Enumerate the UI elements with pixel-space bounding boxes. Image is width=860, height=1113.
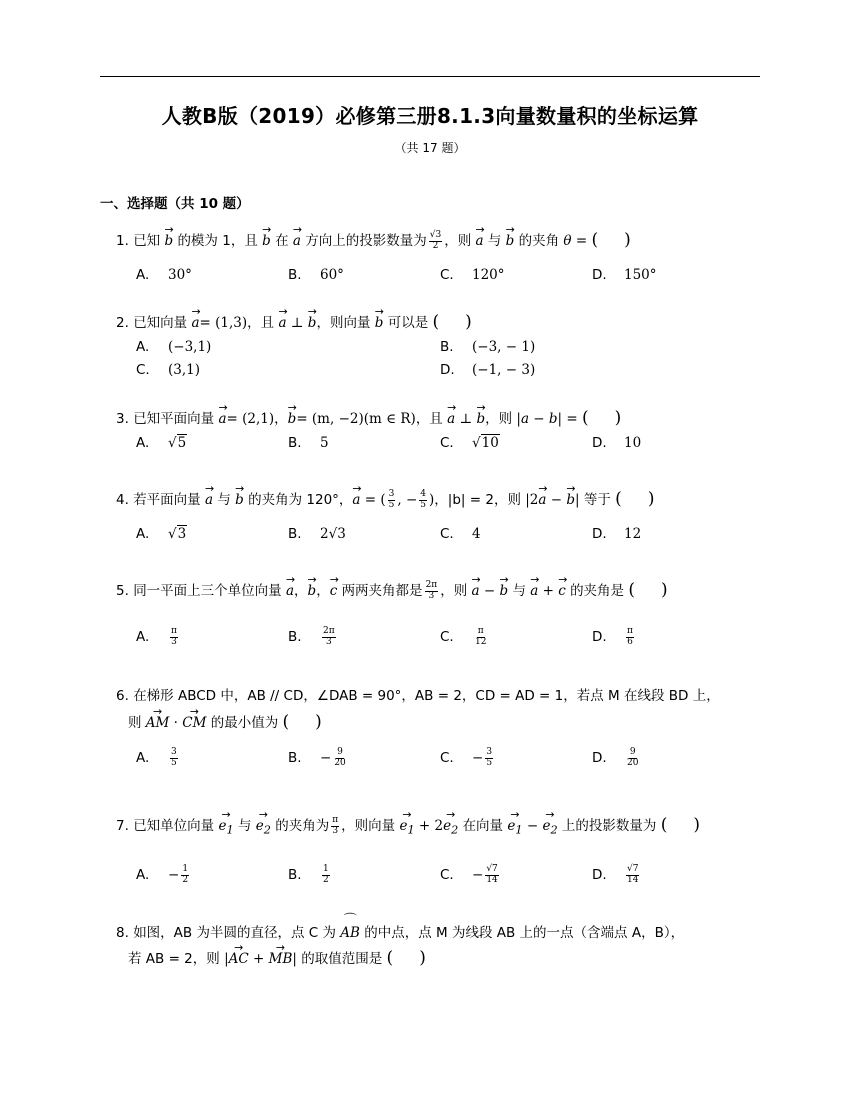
option-a: A. √3 — [136, 526, 187, 542]
option-c: C. 4 — [440, 526, 481, 542]
question-number: 8. — [116, 925, 129, 941]
answer-blank: ( ) — [615, 489, 655, 509]
option-d: D. 10 — [592, 435, 642, 451]
option-d: D. $\frac{√7}{14}$ — [592, 864, 639, 885]
option-c: C. − $\frac{3}{5}$ — [440, 747, 493, 768]
option-b: B. $\frac{1}{2}$ — [288, 864, 329, 885]
fraction: $\frac{√3}{2}$ — [429, 230, 442, 251]
option-d: D. 150° — [592, 267, 657, 283]
question-number: 7. — [116, 818, 129, 834]
option-c: C. 120° — [440, 267, 505, 283]
option-b: B. 2√3 — [288, 526, 346, 542]
answer-blank: ( ) — [591, 230, 631, 250]
option-a: A. − $\frac{1}{2}$ — [136, 864, 189, 885]
section-heading: 一、选择题（共 10 题） — [100, 196, 250, 212]
answer-blank: ( ) — [282, 712, 322, 732]
answer-blank: ( ) — [660, 815, 700, 835]
option-a: A. (−3,1) — [136, 339, 212, 355]
question-number: 4. — [116, 492, 129, 508]
option-c: C. $\frac{\pi}{12}$ — [440, 626, 487, 647]
option-c: C. √10 — [440, 435, 499, 451]
page-title: 人教B版（2019）必修第三册8.1.3向量数量积的坐标运算 — [161, 104, 699, 128]
option-d: D. (−1, − 3) — [440, 362, 536, 378]
option-c: C. − $\frac{√7}{14}$ — [440, 864, 498, 885]
question-number: 6. — [116, 688, 129, 704]
option-d: D. 12 — [592, 526, 642, 542]
answer-blank: ( ) — [628, 580, 668, 600]
option-b: B. 5 — [288, 435, 329, 451]
header-rule — [100, 76, 760, 77]
option-b: B. 60° — [288, 267, 344, 283]
question-number: 3. — [116, 411, 129, 427]
option-a: A. √5 — [136, 435, 187, 451]
answer-blank: ( ) — [386, 948, 426, 968]
question-number: 1. — [116, 233, 129, 249]
option-a: A. 30° — [136, 267, 192, 283]
question-number: 5. — [116, 583, 129, 599]
option-b: B. − $\frac{9}{20}$ — [288, 747, 346, 768]
option-a: A. $\frac{3}{5}$ — [136, 747, 177, 768]
option-c: C. (3,1) — [136, 362, 201, 378]
question-number: 2. — [116, 315, 129, 331]
option-d: D. $\frac{\pi}{6}$ — [592, 626, 633, 647]
page-subtitle: （共 17 题） — [394, 141, 466, 155]
option-b: B. $\frac{2\pi}{3}$ — [288, 626, 335, 647]
option-a: A. $\frac{\pi}{3}$ — [136, 626, 177, 647]
option-d: D. $\frac{9}{20}$ — [592, 747, 639, 768]
document-page: 人教B版（2019）必修第三册8.1.3向量数量积的坐标运算 （共 17 题） 一、选择题（共 10 题） 1. 已知 → b 的模为 1，且 → b 在 → a 方向上的投影数量为 $\frac{√3}{2}$ ，则 → a 与 → b 的夹角 θ = ( ) A. 30° B. 60° C. 120° D. 150° 2. 已知向量 → a= (1,3)，且 → a ⊥ → b，则向量 → b 可以是 ( ) A. (−3,1) B. (−3, − 1) C. (3,1) D. (−1, − 3) 3. 已知平面向量 → a= (2,1)，→ b= (m, −2)(m ∈ R)，且 → a ⊥ → b，则 |a − b| = ( ) A. √5 B. 5 C. √10 D. 10 4. 若平面向量 → a 与 → b 的夹角为 120°，→ a = ( $\frac{3}{5}$ , − $\frac{4}{5}$ )，|b| = 2，则 |2→ a − → b| 等于 ( ) A. √3 B. 2√3 C. 4 D. 12 5. 同一平面上三个单位向量 → a，→ b，→ c 两两夹角都是 $\frac{2\pi}{3}$ ，则 → a − → b 与 → a + → c 的夹角是 ( ) A. $\frac{\pi}{3}$ B. $\frac{2\pi}{3}$ C. $\frac{\pi}{12}$ D. $\frac{\pi}{6}$ 6. 在梯形 ABCD 中，AB // CD，∠DAB = 90°，AB = 2，CD = AD = 1，若点 M 在线段 BD 上， 则 → AM · → CM 的最小值为 ( ) A. $\frac{3}{5}$ B. − $\frac{9}{20}$ C. − $\frac{3}{5}$ D. $\frac{9}{20}$ 7. 已知单位向量 → $e_1$ 与 → $e_2$ 的夹角为 $\frac{\pi}{3}$ ，则向量 → $e_1 + 2\to e_2$ 在向量 → $e_1$ − → $e_2$ 上的投影数量为 ( ) A. − $\frac{1}{2}$ B. $\frac{1}{2}$ C. − $\frac{√7}{14}$ D. $\frac{√7}{14}$ 8. 如图，AB 为半圆的直径，点 C 为 ⌒ AB 的中点，点 M 为线段 AB 上的一点（含端点 A，B）， 若 AB = 2，则 |→ AC + → MB| 的取值范围是 ( ) — [0, 0, 860, 1113]
answer-blank: ( ) — [432, 312, 472, 332]
option-b: B. (−3, − 1) — [440, 339, 536, 355]
answer-blank: ( ) — [582, 408, 622, 428]
